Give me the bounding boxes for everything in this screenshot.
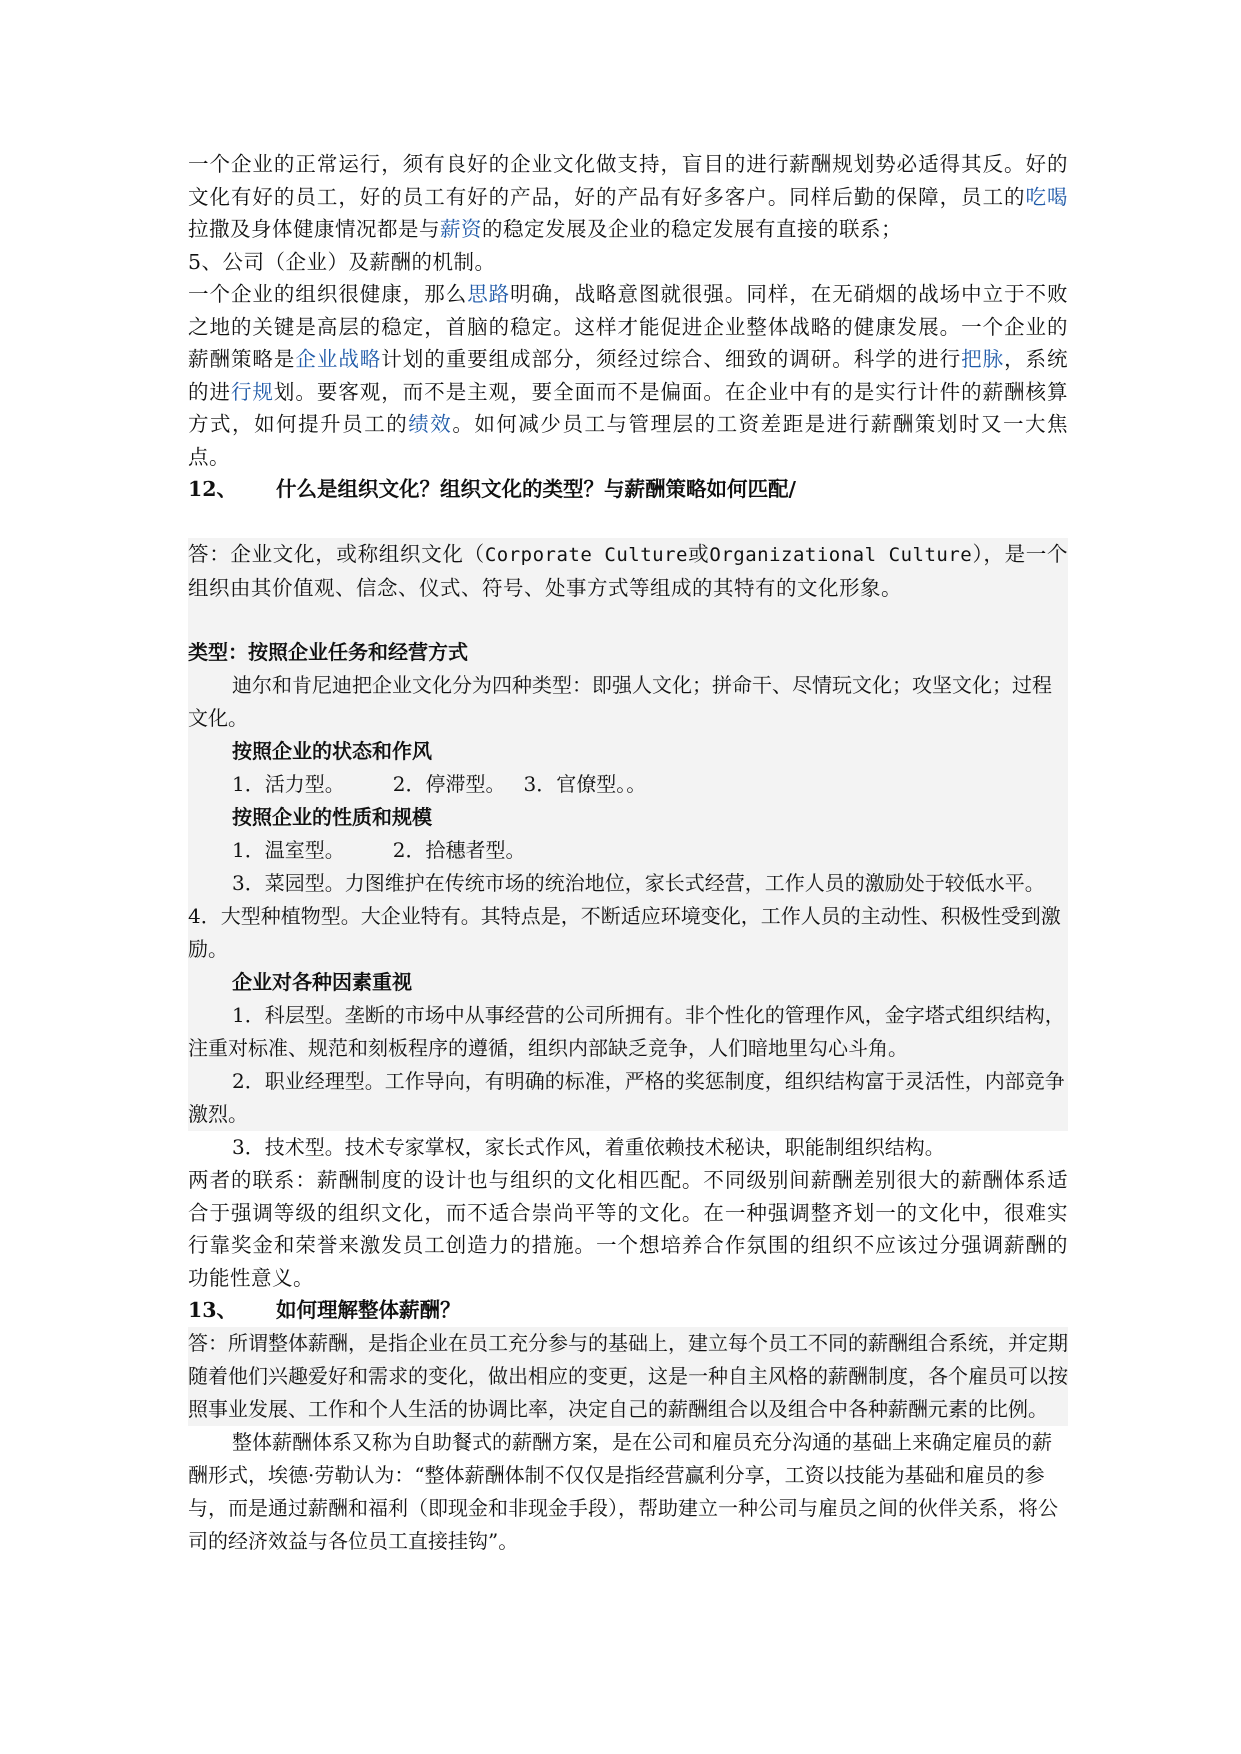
types-technical: 3．技术型。技术专家掌权，家长式作风，着重依赖技术秘诀，职能制组织结构。 <box>232 1135 945 1159</box>
types-heading-factors: 企业对各种因素重视 <box>232 970 412 994</box>
spacer <box>188 604 1068 636</box>
types-garden-plantation: 3．菜园型。力图维护在传统市场的统治地位，家长式经营，工作人员的激励处于较低水平。 4．大型种植物型。大企业特有。其特点是，不断适应环境变化，工作人员的主动性、积极性受到激励。 <box>188 871 1061 961</box>
link-chihe[interactable]: 吃喝 <box>1025 184 1069 209</box>
question-number: 12、 <box>188 477 238 501</box>
types-heading-task: 类型：按照企业任务和经营方式 <box>188 640 468 664</box>
types-heading-nature: 按照企业的性质和规模 <box>232 805 432 829</box>
paragraph-corporate-culture-support: 一个企业的正常运行，须有良好的企业文化做支持，盲目的进行薪酬规划势必适得其反。好的文化有好的员工，好的员工有好的产品，好的产品有好多客户。同样后勤的保障，员工的吃喝拉撒及身体健康情况都是与薪资的稳定发展及企业的稳定发展有直接的联系； <box>188 152 1069 241</box>
answer-12-block <box>188 538 1068 1131</box>
link-qiye-zhanlue[interactable]: 企业战略 <box>295 347 382 371</box>
link-jixiao[interactable]: 绩效 <box>408 412 453 436</box>
answer-12-definition: 答：企业文化，或称组织文化（Corporate Culture或Organizational Culture），是一个组织由其价值观、信念、仪式、符号、处事方式等组成的其特有的文化形象。 <box>188 542 1069 600</box>
answer-13-definition: 答：所谓整体薪酬，是指企业在员工充分参与的基础上，建立每个员工不同的薪酬组合系统，并定期随着他们兴趣爱好和需求的变化，做出相应的变更，这是一种自主风格的薪酬制度，各个雇员可以按照事业发展、工作和个人生活的协调比率，决定自己的薪酬组合以及组合中各种薪酬元素的比例。 <box>188 1331 1068 1421</box>
relation-paragraph: 两者的联系：薪酬制度的设计也与组织的文化相匹配。不同级别间薪酬差别很大的薪酬体系适合于强调等级的组织文化，而不适合崇尚平等的文化。在一种强调整齐划一的文化中，很难实行靠奖金和荣誉来激发员工创造力的措施。一个想培养合作氛围的组织不应该过分强调薪酬的功能性意义。 <box>188 1168 1068 1290</box>
types-bureaucratic: 1．科层型。垄断的市场中从事经营的公司所拥有。非个性化的管理作风，金字塔式组织结构，注重对标准、规范和刻板程序的遵循，组织内部缺乏竞争，人们暗地里勾心斗角。 <box>188 1003 1065 1060</box>
answer-13-block <box>188 1327 1068 1426</box>
question-number: 13、 <box>188 1298 238 1322</box>
types-deal-kennedy: 迪尔和肯尼迪把企业文化分为四种类型：即强人文化；拼命干、尽情玩文化；攻坚文化；过程文化。 <box>188 673 1052 730</box>
link-xinggui[interactable]: 行规 <box>230 379 274 404</box>
question-title: 什么是组织文化？组织文化的类型？与薪酬策略如何匹配/ <box>276 477 796 501</box>
link-silu[interactable]: 思路 <box>467 282 511 306</box>
document-body <box>188 148 1068 1558</box>
item-5-heading: 5、公司（企业）及薪酬的机制。 <box>188 249 496 274</box>
types-professional-manager: 2．职业经理型。工作导向，有明确的标准，严格的奖惩制度，组织结构富于灵活性，内部竞争激烈。 <box>188 1069 1065 1126</box>
question-title: 如何理解整体薪酬？ <box>276 1298 461 1322</box>
types-heading-state: 按照企业的状态和作风 <box>232 739 432 763</box>
spacer <box>188 506 1068 538</box>
question-12-heading <box>188 473 1068 506</box>
answer-13-cafeteria-plan: 整体薪酬体系又称为自助餐式的薪酬方案，是在公司和雇员充分沟通的基础上来确定雇员的薪酬形式，埃德·劳勒认为：“整体薪酬体制不仅仅是指经营赢利分享，工资以技能为基础和雇员的参与，而是通过薪酬和福利（即现金和非现金手段），帮助建立一种公司与雇员之间的伙伴关系，将公司的经济效益与各位员工直接挂钩”。 <box>188 1430 1058 1553</box>
types-nature-list: 1．温室型。 2．拾穗者型。 <box>232 838 526 862</box>
paragraph-organization-health: 一个企业的组织很健康，那么思路明确，战略意图就很强。同样，在无硝烟的战场中立于不败之地的关键是高层的稳定，首脑的稳定。这样才能促进企业整体战略的健康发展。一个企业的薪酬策略是企业战略计划的重要组成部分，须经过综合、细致的调研。科学的进行把脉，系统的进行规划。要客观，而不是主观，要全面而不是偏面。在企业中有的是实行计件的薪酬核算方式，如何提升员工的绩效。如何减少员工与管理层的工资差距是进行薪酬策划时又一大焦点。 <box>188 282 1069 469</box>
link-bamai[interactable]: 把脉 <box>961 347 1005 371</box>
types-state-list: 1．活力型。 2．停滞型。 3．官僚型。。 <box>232 772 647 796</box>
question-13-heading <box>188 1294 1068 1327</box>
link-xinzi[interactable]: 薪资 <box>440 217 482 241</box>
